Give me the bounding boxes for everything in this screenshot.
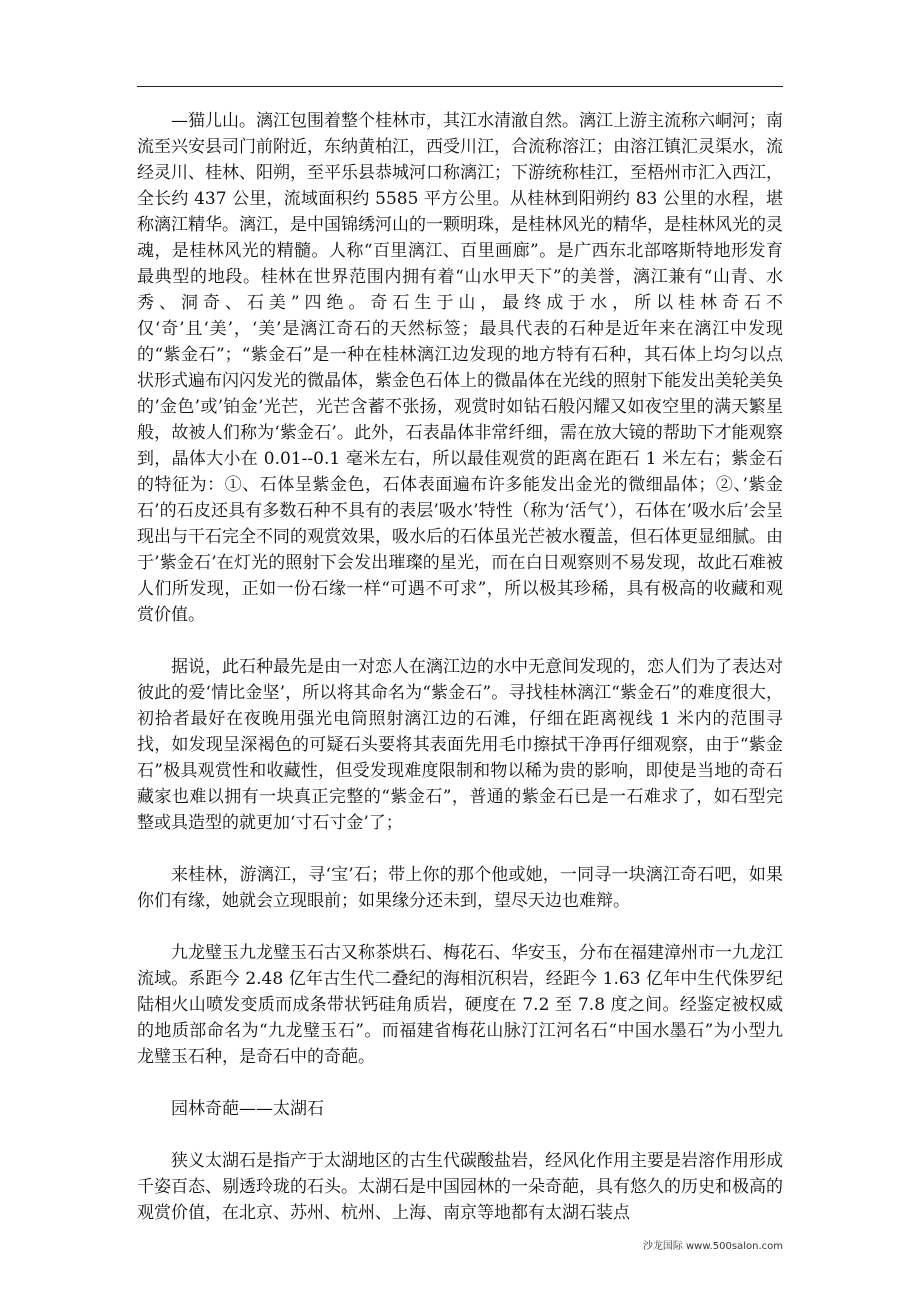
paragraph-jiulongbi-jade: 九龙璧玉九龙璧玉石古又称茶烘石、梅花石、华安玉，分布在福建漳州市一九龙江流域。系距今 2.48 亿年古生代二叠纪的海相沉积岩，经距今 1.63 亿年中生代侏罗纪陆相火山喷发变质而成条带状钙硅角质岩，硬度在 7.2 至 7.8 度之间。经鉴定被权威的地质部命名为“九龙璧玉石”。而福建省梅花山脉汀江河名石“中国水墨石”为小型九龙璧玉石种，是奇石中的奇葩。 — [137, 943, 783, 1067]
paragraph-zijin-legend: 据说，此石种最先是由一对恋人在漓江边的水中无意间发现的，恋人们为了表达对彼此的爱‘情比金坚’，所以将其命名为“紫金石”。寻找桂林漓江“紫金石”的难度很大，初拾者最好在夜晚用强光电筒照射漓江边的石滩，仔细在距离视线 1 米内的范围寻找，如发现呈深褐色的可疑石头要将其表面先用毛巾擦拭干净再仔细观察，由于“紫金石”极具观赏性和收藏性，但受发现难度限制和物以稀为贵的影响，即使是当地的奇石藏家也难以拥有一块真正完整的“紫金石”，普通的紫金石已是一石难求了，如石型完整或具造型的就更加‘寸石寸金’了； — [137, 657, 783, 833]
paragraph-taihu-stone: 狭义太湖石是指产于太湖地区的古生代碳酸盐岩，经风化作用主要是岩溶作用形成千姿百态、剔透玲珑的石头。太湖石是中国园林的一朵奇葩，具有悠久的历史和极高的观赏价值，在北京、苏州、杭州、上海、南京等地都有太湖石装点 — [137, 1151, 783, 1223]
document-body — [137, 108, 783, 1252]
paragraph-visit-guilin: 来桂林，游漓江，寻‘宝’石；带上你的那个他或她，一同寻一块漓江奇石吧，如果你们有缘，她就会立现眼前；如果缘分还未到，望尽天边也难辩。 — [137, 865, 783, 911]
paragraph-lijiang-zijin-stone: —猫儿山。漓江包围着整个桂林市，其江水清澈自然。漓江上游主流称六峒河；南流至兴安县司门前附近，东纳黄柏江，西受川江，合流称溶江；由溶江镇汇灵渠水，流经灵川、桂林、阳朔，至平乐县恭城河口称漓江；下游统称桂江，至梧州市汇入西江，全长约 437 公里，流域面积约 5585 平方公里。从桂林到阳朔约 83 公里的水程，堪称漓江精华。漓江，是中国锦绣河山的一颗明珠，是桂林风光的精华，是桂林风光的灵魂，是桂林风光的精髓。人称“百里漓江、百里画廊”。是广西东北部喀斯特地形发育最典型的地段。桂林在世界范围内拥有着“山水甲天下”的美誉，漓江兼有“山青、水秀、洞奇、石美”四绝。奇石生于山，最终成于水，所以桂林奇石不仅‘奇’且‘美’，‘美’是漓江奇石的天然标签；最具代表的石种是近年来在漓江中发现的“紫金石”；“紫金石”是一种在桂林漓江边发现的地方特有石种，其石体上均匀以点状形式遍布闪闪发光的微晶体，紫金色石体上的微晶体在光线的照射下能发出美轮美奂的’金色’或’铂金’光芒，光芒含蓄不张扬，观赏时如钻石般闪耀又如夜空里的满天繁星般，故被人们称为‘紫金石’。此外，石表晶体非常纤细，需在放大镜的帮助下才能观察到，晶体大小在 0.01--0.1 毫米左右，所以最佳观赏的距离在距石 1 米左右；紫金石的特征为：①、石体呈紫金色，石体表面遍布许多能发出金光的微细晶体；②、’紫金石’的石皮还具有多数石种不具有的表层’吸水’特性（称为‘活气’），石体在’吸水后’会呈现出与干石完全不同的观赏效果，吸水后的石体虽光芒被水覆盖，但石体更显细腻。由于’紫金石’在灯光的照射下会发出璀璨的星光，而在白日观察则不易发现，故此石难被人们所发现，正如一份石缘一样“可遇不可求”，所以极其珍稀，具有极高的收藏和观赏价值。 — [137, 111, 783, 625]
footer-source-link[interactable]: 沙龙国际 www.500salon.com — [642, 1241, 783, 1252]
header-rule — [137, 86, 783, 87]
section-heading-taihu-stone: 园林奇葩——太湖石 — [171, 1099, 324, 1119]
